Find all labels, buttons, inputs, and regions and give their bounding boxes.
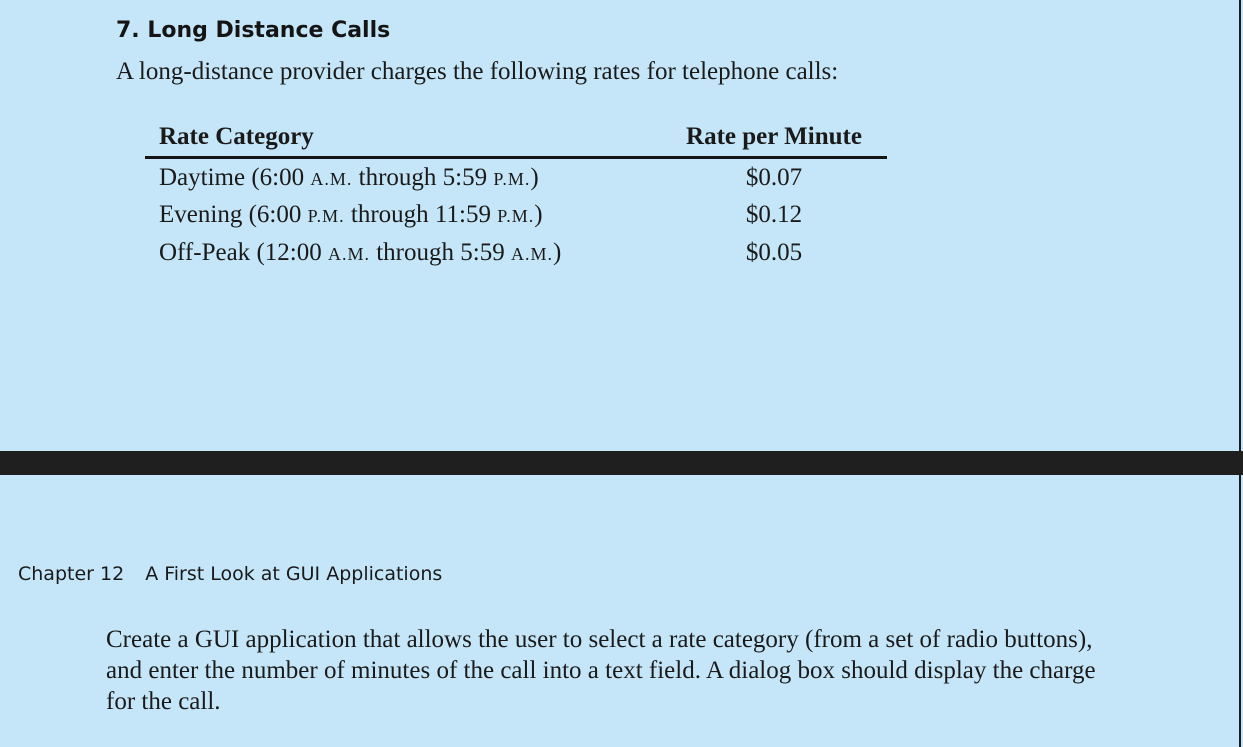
- chapter-number: Chapter 12: [18, 563, 125, 585]
- table-row: [145, 197, 887, 235]
- rate-category-cell: Evening (6:00 P.M. through 11:59 P.M.): [159, 201, 543, 229]
- rate-value-cell: $0.12: [745, 201, 803, 229]
- rate-per-minute-header: Rate per Minute: [686, 123, 862, 150]
- running-head: [18, 563, 442, 585]
- table-row: [145, 234, 887, 272]
- page-bottom: [0, 475, 1241, 747]
- rates-table-header: [145, 118, 887, 159]
- rate-value-cell: $0.07: [745, 163, 803, 191]
- page-divider: [0, 451, 1243, 475]
- chapter-title: A First Look at GUI Applications: [145, 563, 443, 585]
- exercise-intro: A long-distance provider charges the following rates for telephone calls:: [116, 58, 839, 85]
- rate-category-header: Rate Category: [159, 123, 314, 150]
- rate-category-cell: Off-Peak (12:00 A.M. through 5:59 A.M.): [159, 238, 562, 266]
- table-row: [145, 159, 887, 197]
- rates-table: [145, 118, 887, 272]
- rate-value-cell: $0.05: [745, 238, 803, 266]
- instructions-paragraph: Create a GUI application that allows the user to select a rate category (from a set of radio buttons), and enter the number of minutes of the call into a text field. A dialog box should display the charge for the call.: [106, 626, 1096, 715]
- rate-category-cell: Daytime (6:00 A.M. through 5:59 P.M.): [159, 163, 539, 191]
- exercise-title: 7. Long Distance Calls: [116, 18, 391, 43]
